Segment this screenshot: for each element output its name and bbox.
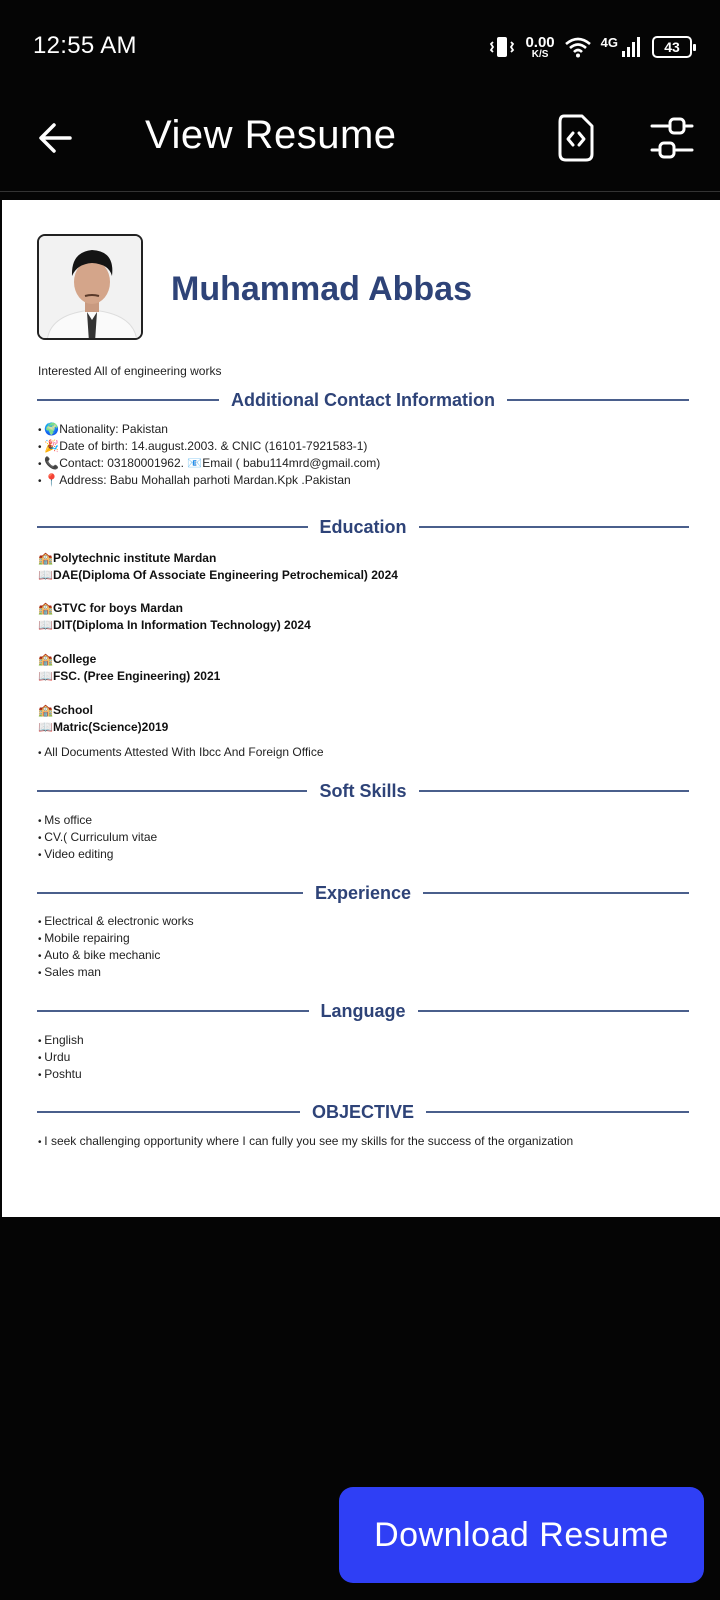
section-title-language xyxy=(37,999,689,1023)
divider xyxy=(37,790,307,792)
divider xyxy=(426,1111,689,1113)
contact-item: • 📞Contact: 03180001962. 📧Email ( babu114mrd@gmail.com) xyxy=(38,455,380,472)
resume-preview xyxy=(2,200,720,1217)
section-heading: OBJECTIVE xyxy=(311,1101,415,1122)
download-resume-button[interactable]: Download Resume xyxy=(339,1487,704,1583)
divider xyxy=(423,892,689,894)
note-item: • All Documents Attested With Ibcc And Foreign Office xyxy=(38,744,324,761)
education-degree: 📖DAE(Diploma Of Associate Engineering Petrochemical) 2024 xyxy=(38,568,398,582)
network-speed xyxy=(525,35,554,60)
vibrate-icon xyxy=(489,35,515,59)
skill-item: • Video editing xyxy=(38,846,157,863)
language-list xyxy=(38,1032,84,1083)
soft-skills-list xyxy=(38,812,157,863)
person-portrait-icon xyxy=(39,236,143,340)
education-school: 🏫GTVC for boys Mardan xyxy=(38,601,183,615)
skill-item: • CV.( Curriculum vitae xyxy=(38,829,157,846)
section-heading: Language xyxy=(320,1000,406,1021)
section-heading: Education xyxy=(319,516,407,537)
education-entry xyxy=(38,600,311,634)
divider xyxy=(37,1010,309,1012)
sliders-icon xyxy=(648,112,696,164)
education-note xyxy=(38,744,324,761)
experience-list xyxy=(38,913,194,981)
skill-item: • Ms office xyxy=(38,812,157,829)
divider xyxy=(418,1010,690,1012)
profile-photo xyxy=(37,234,143,340)
section-title-objective xyxy=(37,1100,689,1124)
status-bar xyxy=(0,0,720,95)
objective-list xyxy=(38,1133,573,1150)
speed-value: 0.00 xyxy=(525,33,555,51)
language-item: • English xyxy=(38,1032,84,1049)
education-degree: 📖Matric(Science)2019 xyxy=(38,720,169,734)
candidate-name: Muhammad Abbas xyxy=(171,270,473,308)
status-icons xyxy=(489,32,692,62)
education-school: 🏫College xyxy=(38,652,97,666)
status-time: 12:55 AM xyxy=(33,32,137,59)
experience-item: • Mobile repairing xyxy=(38,930,194,947)
summary-text: Interested All of engineering works xyxy=(38,364,222,378)
divider xyxy=(507,399,689,401)
education-entry xyxy=(38,550,398,584)
contact-item: • 🌍Nationality: Pakistan xyxy=(38,421,380,438)
education-degree: 📖DIT(Diploma In Information Technology) 2024 xyxy=(38,618,311,632)
battery-icon xyxy=(652,36,692,58)
divider xyxy=(419,790,689,792)
education-entry xyxy=(38,651,220,685)
section-title-contact xyxy=(37,388,689,412)
settings-button[interactable] xyxy=(648,112,696,164)
divider xyxy=(37,399,219,401)
objective-item: • I seek challenging opportunity where I can fully you see my skills for the success of the organization xyxy=(38,1133,573,1150)
education-school: 🏫School xyxy=(38,703,93,717)
experience-item: • Sales man xyxy=(38,964,194,981)
signal-icon xyxy=(622,36,642,58)
wifi-icon xyxy=(565,36,591,58)
section-title-experience xyxy=(37,881,689,905)
back-button[interactable] xyxy=(30,113,80,163)
experience-item: • Auto & bike mechanic xyxy=(38,947,194,964)
divider xyxy=(419,526,690,528)
battery-level: 43 xyxy=(664,39,680,55)
language-item: • Urdu xyxy=(38,1049,84,1066)
language-item: • Poshtu xyxy=(38,1066,84,1083)
divider xyxy=(37,1111,300,1113)
contact-item: • 📍Address: Babu Mohallah parhoti Mardan.Kpk .Pakistan xyxy=(38,472,380,489)
contact-item: • 🎉Date of birth: 14.august.2003. & CNIC (16101-7921583-1) xyxy=(38,438,380,455)
arrow-left-icon xyxy=(30,113,80,163)
section-heading: Experience xyxy=(314,882,412,903)
app-bar xyxy=(0,95,720,192)
section-title-soft-skills xyxy=(37,779,689,803)
section-heading: Soft Skills xyxy=(319,780,407,801)
section-title-education xyxy=(37,515,689,539)
experience-item: • Electrical & electronic works xyxy=(38,913,194,930)
divider xyxy=(37,526,308,528)
divider xyxy=(37,892,303,894)
education-degree: 📖FSC. (Pree Engineering) 2021 xyxy=(38,669,221,683)
file-code-icon xyxy=(552,112,600,164)
section-heading: Additional Contact Information xyxy=(231,389,495,410)
page-title: View Resume xyxy=(145,113,397,157)
export-file-button[interactable] xyxy=(552,112,600,164)
contact-list xyxy=(38,421,380,489)
education-entry xyxy=(38,702,168,736)
network-type: 4G xyxy=(600,34,618,50)
speed-unit: K/S xyxy=(531,48,549,60)
education-school: 🏫Polytechnic institute Mardan xyxy=(38,551,217,565)
